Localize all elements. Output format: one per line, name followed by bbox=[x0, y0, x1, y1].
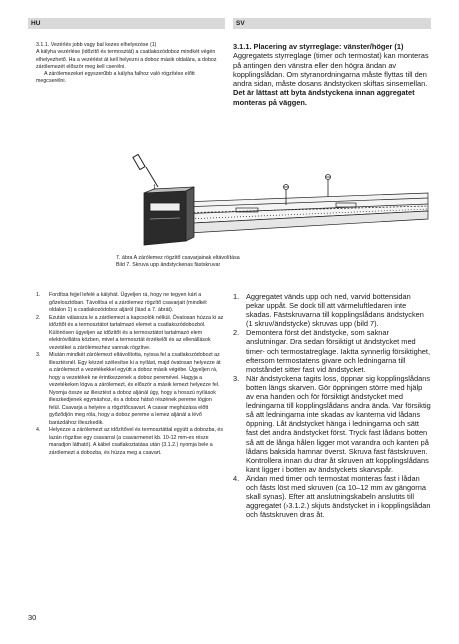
sv-intro-note: Det är lättast att byta ändstyckena innan aggregatet monteras på väggen. bbox=[233, 88, 415, 107]
lang-tag-sv: SV bbox=[233, 18, 431, 29]
step-number: 1. bbox=[36, 292, 41, 298]
sv-intro-text: Aggregatets styrreglage (timer och termostat) kan monteras på antingen den vänstra eller den högra ändan av kopplingslådan. Om styranordningarna måste flyttas till den andra sidan, måste dosans ändstycken skiftas sinsemellan. bbox=[233, 51, 429, 89]
hu-intro-text: A kályha vezérlése (időzítő és termosztát) a csatlakozódoboz mindkét végén elhelyezhető. Ha a vezérlést át kell helyezni a doboz másik oldalára, a doboz zárólemezét először meg kell cserélni. bbox=[36, 49, 217, 70]
control-box-illustration bbox=[144, 187, 194, 245]
list-item bbox=[36, 315, 224, 353]
step-number: 4. bbox=[36, 427, 41, 433]
step-text: Ändan med timer och termostat monteras fast i lådan och fästs löst med skruven (ca 10–12 mm av gängorna skall synas). Efter att anslutningskabeln anslutits till aggregatet (›3.1.2.) skjuts ändstycket in i kopplingslådan och fästskruven dras åt. bbox=[246, 473, 431, 520]
step-number: 3. bbox=[36, 352, 41, 358]
sv-steps-list bbox=[233, 292, 431, 519]
sv-section-heading: 3.1.1. Placering av styrreglage: vänster/höger (1) bbox=[233, 42, 404, 51]
hu-steps-list bbox=[36, 292, 224, 457]
list-item bbox=[233, 292, 431, 328]
figure-callout-1: 1 bbox=[153, 185, 157, 191]
step-number: 2. bbox=[233, 328, 240, 338]
hu-figure-caption: 7. ábra A zárólemez rögzítő csavarjainak eltávolítása bbox=[116, 255, 240, 261]
step-text: Fordítsa fejjel lefelé a kályhát. Ügyeljen rá, hogy ne tegyen kárt a gőzelosztóban. Távolítsa el a zárólemez rögzítő csavarjait (mindkét oldalon 1) a csatlakozódoboz aljáról (lásd a 7. ábrát). bbox=[49, 292, 207, 313]
step-text: Ezután válassza le a zárólemezt a kapcsolók nélkül. Óvatosan húzza ki az időzítőt és a termosztátot tartalmazó elemet a csatlakozódobozból. Különösen ügyeljen az időzítőt és a termosztátot tartalmazó elem elektróvillátra közben, mivel a termosztát érzékelői és az ellenállások vezetékei a zárólemezhez vannak rögzítve. bbox=[49, 314, 224, 351]
list-item bbox=[36, 427, 224, 457]
step-text: Aggregatet vänds upp och ned, varvid bottensidan pekar uppåt. Se dock till att värmeluftledaren inte skadas. Fästskruvarna till kopplingslådans ändstycken (1 skruv/ändstycke) skruvas upp (bild 7). bbox=[246, 292, 424, 329]
step-text: Helyezze a zárólemezt az időzítővel és termosztáttal együtt a dobozba, és lazán rögzítse egy csavarral (a csavarmenet kb. 10-12 mm-es része maradjon látható). A kábel csatlakoztatása után (3.1.2.) nyomja bele a zárólemezt a dobozba, és húzza meg a csavart. bbox=[49, 427, 224, 456]
heater-body-illustration bbox=[154, 193, 428, 235]
hu-intro-section bbox=[36, 42, 224, 86]
step-text: Demontera först det ändstycke, som saknar anslutningar. Dra sedan försiktigt ut ändstycket med timer- och termostatreglage. Iaktta synnerlig försiktighet, eftersom termostatens givare och ledningarna till motståndet sitter fast vid ändstycket. bbox=[246, 328, 431, 374]
list-item bbox=[36, 352, 224, 427]
step-text: Miután mindkét zárólemezt eltávolította, nyissa fel a csatlakozódobozt az illesztésnél. Egy kézzel szélesítse ki a nyílást, majd óvatosan helyezze át a zárólemezt a vezetékekkel együtt a doboz másik végébe. Ügyeljen rá, hogy a vezetékek ne érintkezzenek a doboz peremével. Hagyja a vezetékeken lógva a zárólemezt, és először a másik lemezt helyezze fel. Nyomja össze az illesztést a doboz aljánál úgy, hogy a hosszú nyílások illeszkedjenek egymáshoz, és a doboz hátsó részének pereme lógjon felül. Csavarja a helyére a rögzítőcsavart. A csavar meghúzása előtt győződjön meg róla, hogy a doboz pereme a lemez aljánál a lévő barázdához illeszkedik. bbox=[49, 352, 221, 426]
figure-end-plate-screws bbox=[36, 153, 432, 251]
step-text: När ändstyckena tagits loss, öppnar sig kopplingslådans botten längs skarven. Gör öppningen större med hjälp av ena handen och för försiktigt ändstycket med ledningarna till kopplingslådans andra ända. Var försiktig så att ledningarna inte skadas av kanterna vid lådans öppning. Låt ändstycket hänga i ledningarna och sätt fast det andra ändstycket först. Tryck fast lådans botten så att de långa hålen ligger mot varandra och kanten på lådans baksida hamnar överst. Skruva fast fästskruven. Kontrollera innan du drar åt skruven att kopplingslådans kant ligger i botten av ändstyckets skarvspår. bbox=[246, 373, 431, 474]
sv-intro-section bbox=[233, 42, 431, 107]
hu-section-heading: 3.1.1. Vezérlés jobb vagy bal kezes elhelyezése (1) bbox=[36, 42, 157, 48]
step-number: 3. bbox=[233, 373, 240, 383]
list-item bbox=[233, 328, 431, 373]
list-item bbox=[233, 474, 431, 519]
page-number: 30 bbox=[28, 613, 37, 622]
step-number: 4. bbox=[233, 473, 240, 483]
step-number: 1. bbox=[233, 292, 240, 301]
step-number: 2. bbox=[36, 314, 41, 321]
lang-tag-hu: HU bbox=[28, 18, 225, 29]
sv-figure-caption: Bild 7. Skruva upp ändstyckenas fästskruvar bbox=[116, 262, 221, 268]
hu-intro-note: A zárólemezeket egyszerűbb a kályha falhoz való rögzítése előtt megcserélni. bbox=[36, 71, 195, 85]
screwdriver-icon bbox=[133, 154, 158, 187]
list-item bbox=[233, 374, 431, 474]
list-item bbox=[36, 292, 224, 315]
